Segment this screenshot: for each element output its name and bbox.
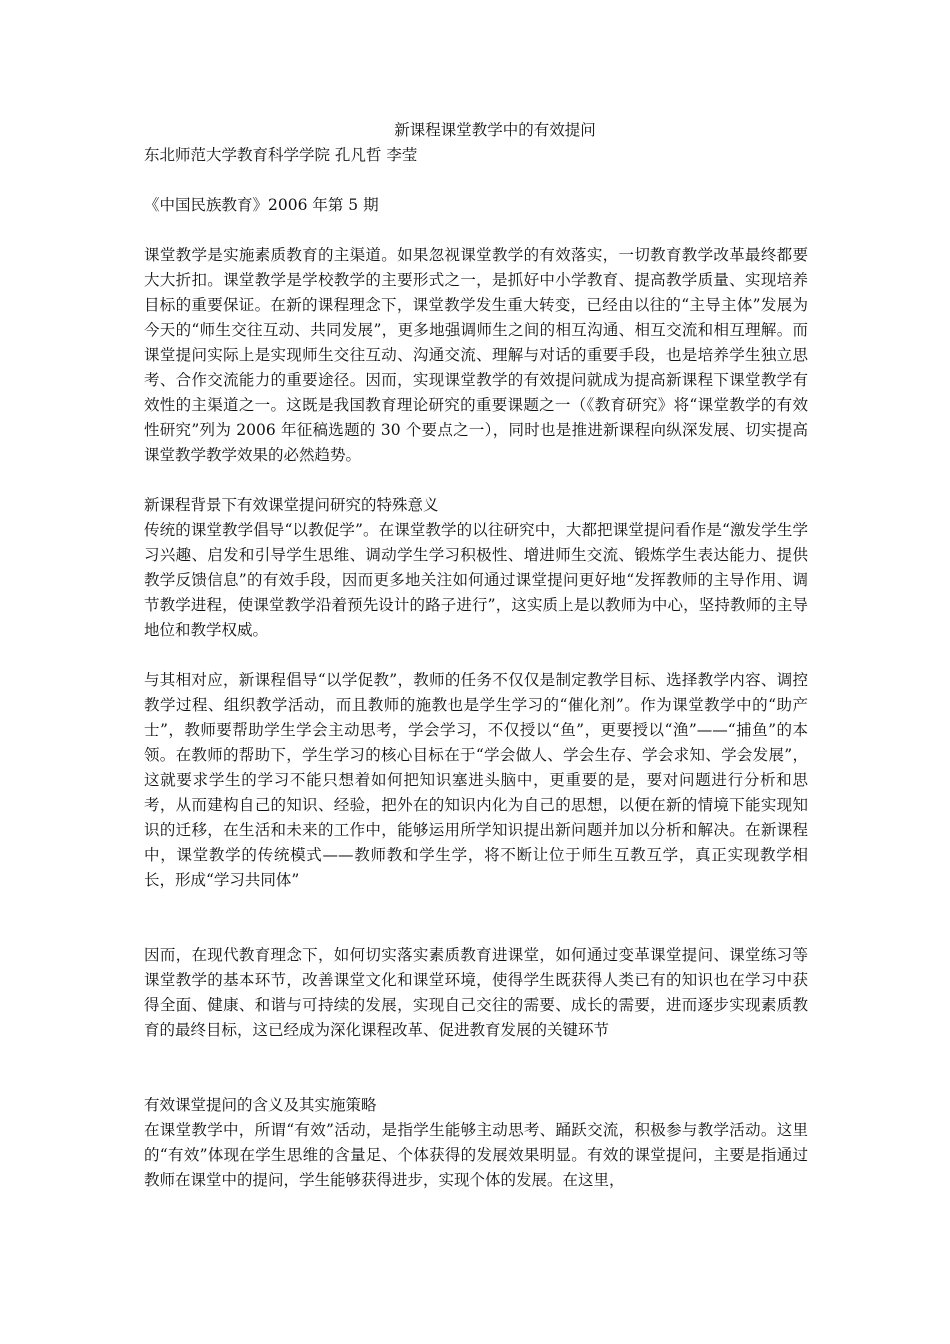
blank-line — [144, 218, 808, 243]
body-paragraph: 传统的课堂教学倡导“以教促学”。在课堂教学的以往研究中，大都把课堂提问看作是“激发学生学习兴趣、启发和引导学生思维、调动学生学习积极性、增进师生交流、锻炼学生表达能力、提供教学反馈信息”的有效手段，因而更多地关注如何通过课堂提问更好地“发挥教师的主导作用、调节教学进程，使课堂教学沿着预先设计的路子进行”，这实质上是以教师为中心，坚持教师的主导地位和教学权威。 — [144, 521, 808, 639]
source-line: 《中国民族教育》2006 年第 5 期 — [144, 196, 379, 214]
document-body — [144, 118, 808, 1193]
blank-line — [144, 1043, 808, 1093]
blank-line — [144, 643, 808, 668]
section-heading: 有效课堂提问的含义及其实施策略 — [144, 1096, 377, 1114]
document-title: 新课程课堂教学中的有效提问 — [394, 121, 596, 139]
body-paragraph: 与其相对应，新课程倡导“以学促教”，教师的任务不仅仅是制定教学目标、选择教学内容、调控教学过程、组织教学活动，而且教师的施教也是学生学习的“催化剂”。作为课堂教学中的“助产士”，教师要帮助学生学会主动思考，学会学习，不仅授以“鱼”，更要授以“渔”——“捕鱼”的本领。在教师的帮助下，学生学习的核心目标在于“学会做人、学会生存、学会求知、学会发展”，这就要求学生的学习不能只想着如何把知识塞进头脑中，更重要的是，要对问题进行分析和思考，从而建构自己的知识、经验，把外在的知识内化为自己的思想，以便在新的情境下能实现知识的迁移，在生活和未来的工作中，能够运用所学知识提出新问题并加以分析和解决。在新课程中，课堂教学的传统模式——教师教和学生学，将不断让位于师生互教互学，真正实现教学相长，形成“学习共同体” — [144, 671, 808, 889]
body-paragraph: 在课堂教学中，所谓“有效”活动，是指学生能够主动思考、踊跃交流，积极参与教学活动。这里的“有效”体现在学生思维的含量足、个体获得的发展效果明显。有效的课堂提问，主要是指通过教师在课堂中的提问，学生能够获得进步，实现个体的发展。在这里， — [144, 1121, 808, 1189]
blank-line — [144, 893, 808, 943]
body-paragraph: 因而，在现代教育理念下，如何切实落实素质教育进课堂，如何通过变革课堂提问、课堂练习等课堂教学的基本环节，改善课堂文化和课堂环境，使得学生既获得人类已有的知识也在学习中获得全面、健康、和谐与可持续的发展，实现自己交往的需要、成长的需要，进而逐步实现素质教育的最终目标，这已经成为深化课程改革、促进教育发展的关键环节 — [144, 946, 808, 1039]
section-heading: 新课程背景下有效课堂提问研究的特殊意义 — [144, 496, 439, 514]
author-line: 东北师范大学教育科学学院 孔凡哲 李莹 — [144, 146, 418, 164]
blank-line — [144, 468, 808, 493]
blank-line — [144, 168, 808, 193]
intro-paragraph: 课堂教学是实施素质教育的主渠道。如果忽视课堂教学的有效落实，一切教育教学改革最终都要大大折扣。课堂教学是学校教学的主要形式之一，是抓好中小学教育、提高教学质量、实现培养目标的重要保证。在新的课程理念下，课堂教学发生重大转变，已经由以往的“主导主体”发展为今天的“师生交往互动、共同发展”，更多地强调师生之间的相互沟通、相互交流和相互理解。而课堂提问实际上是实现师生交往互动、沟通交流、理解与对话的重要手段，也是培养学生独立思考、合作交流能力的重要途径。因而，实现课堂教学的有效提问就成为提高新课程下课堂教学有效性的主渠道之一。这既是我国教育理论研究的重要课题之一（《教育研究》将“课堂教学的有效性研究”列为 2006 年征稿选题的 30 个要点之一），同时也是推进新课程向纵深发展、切实提高课堂教学教学效果的必然趋势。 — [144, 246, 808, 464]
